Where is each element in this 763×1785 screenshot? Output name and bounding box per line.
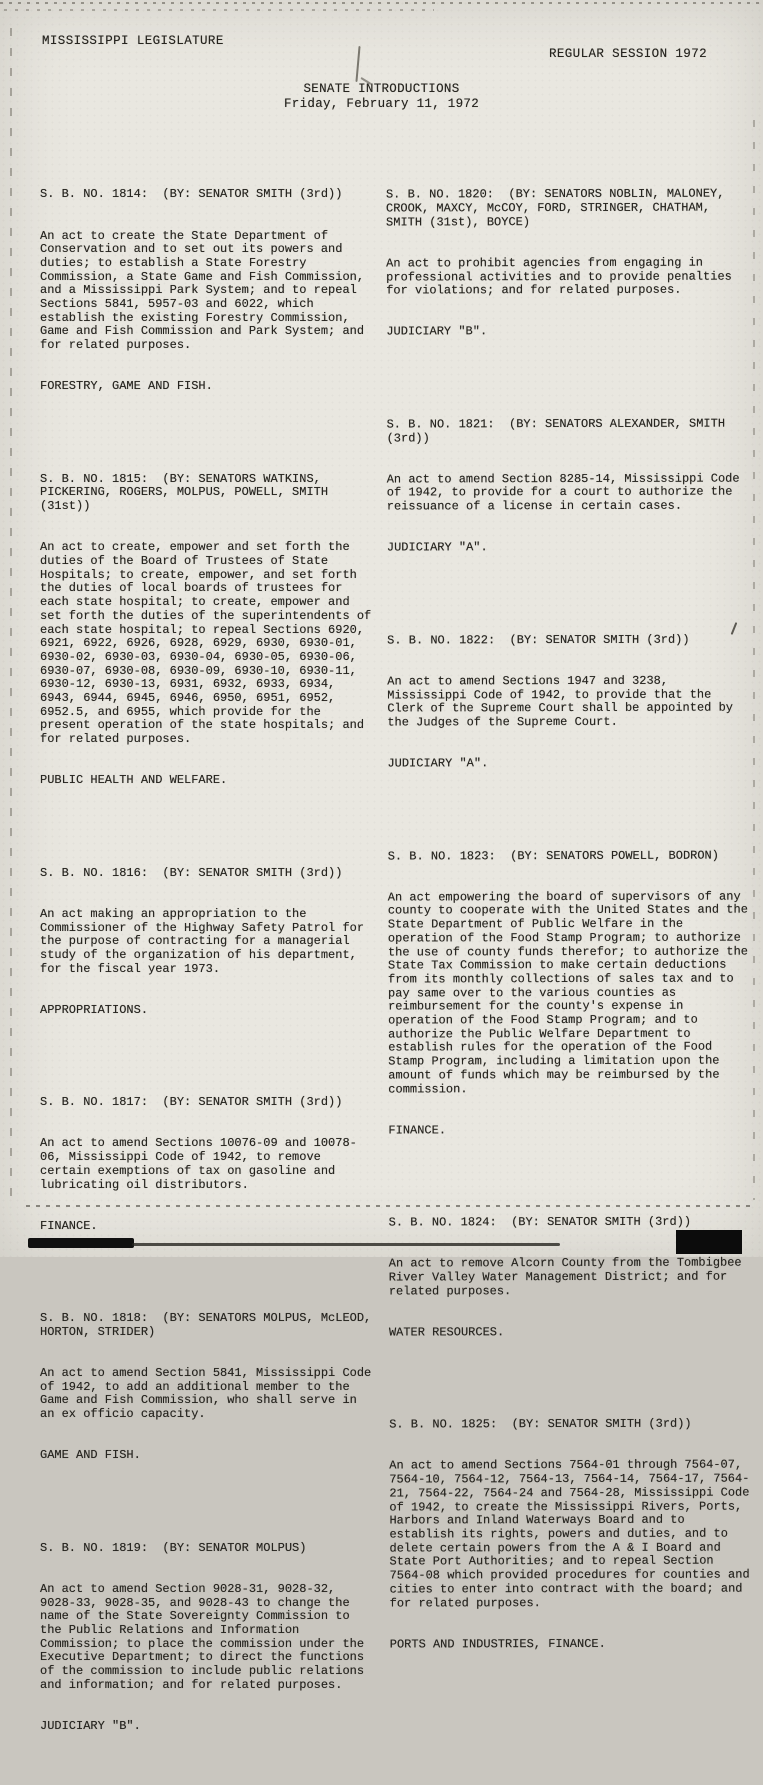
bill-body: An act to amend Section 9028-31, 9028-32, 9028-33, 9028-35, and 9028-43 to change the name of the State Sovereignty Commission to the Public Relations and Information Commission; to place the commission under the Executive Department; to direct the functions of the commission to include public relations and information; and for related purposes. [40,1581,372,1692]
bill-heading: S. B. NO. 1823: (BY: SENATORS POWELL, BODRON) [387,848,719,864]
bill-body: An act to amend Section 5841, Mississippi Code of 1942, to add an additional member to the Game and Fish Commission, who shall serve in an ex officio capacity. [40,1365,379,1422]
bill-entry-1817 [40,1069,372,1261]
bill-heading: S. B. NO. 1817: (BY: SENATOR SMITH (3rd)) [40,1095,343,1110]
bill-entry-1818 [40,1285,379,1491]
bill-committee: PORTS AND INDUSTRIES, FINANCE. [389,1636,606,1652]
bill-entry-1820 [386,161,748,367]
bill-entry-1816 [40,839,372,1045]
bill-entry-1819 [40,1514,372,1761]
session-label: REGULAR SESSION 1972 [548,47,707,61]
bill-entry-1821 [386,390,748,583]
page-title: SENATE INTRODUCTIONS [303,82,460,96]
bill-committee: APPROPRIATIONS. [40,1002,149,1017]
scan-top-edge-dots-secondary [4,9,434,11]
bill-heading: S. B. NO. 1820: (BY: SENATORS NOBLIN, MALONEY, CROOK, MAXCY, McCOY, FORD, STRINGER, CHATHAM, SMITH (31st), BOYCE) [385,186,732,230]
bill-body: An act to create, empower and set forth the duties of the Board of Trustees of State Hospitals; to create, empower, and set forth the duties of local boards of trustees for each state hospital; to create, empower and set forth the duties of the superintendents of each state hospital; to repeal Sections 6920, 6921, 6922, 6926, 6928, 6929, 6930, 6930-01, 6930-02, 6930-03, 6930-04, 6930-05, 6930-06, 6930-07, 6930-08, 6930-09, 6930-10, 6930-11, 6930-12, 6930-13, 6931, 6932, 6933, 6934, 6943, 6944, 6945, 6946, 6950, 6951, 6952, 6952.5, and 6955, which provide for the present operation of the state hospitals; and for related purposes. [40,540,379,747]
bill-entry-1825 [389,1390,757,1679]
bill-committee: PUBLIC HEALTH AND WELFARE. [40,773,228,788]
scan-left-margin-dashes [10,28,12,1198]
bill-committee: JUDICIARY "B". [386,324,488,339]
bill-entry-1823 [387,822,756,1166]
bill-heading: S. B. NO. 1821: (BY: SENATORS ALEXANDER, SMITH (3rd)) [386,416,733,446]
left-column [40,161,379,1785]
bill-committee: JUDICIARY "A". [386,540,488,555]
bill-committee: GAME AND FISH. [40,1448,141,1463]
bill-heading: S. B. NO. 1815: (BY: SENATORS WATKINS, PICKERING, ROGERS, MOLPUS, POWELL, SMITH (31st)) [40,471,336,514]
bill-columns [0,161,763,1785]
bill-entry-1815 [40,445,379,815]
bill-committee: JUDICIARY "B". [40,1718,141,1733]
bill-committee: FINANCE. [388,1123,447,1138]
bill-body: An act to amend Sections 7564-01 through 7564-07, 7564-10, 7564-12, 7564-13, 7564-14, 7564-17, 7564-21, 7564-22, 7564-24 and 7564-28, Mississippi Code of 1942, to create the Mississippi Rivers, Ports, Harbors and Inland Waterways Board and to establish its rights, powers and duties, and to delete certain powers from the A & I Board and State Port Authorities; and to repeal Section 7564-08 which provided procedures for counties and cities to enter into contract with the board; and for related purposes. [389,1457,757,1610]
bill-heading: S. B. NO. 1824: (BY: SENATOR SMITH (3rd)) [388,1214,692,1230]
bill-body: An act to amend Section 8285-14, Mississippi Code of 1942, to provide for a court to authorize the reissuance of a license in certain cases. [386,471,747,514]
bill-committee: JUDICIARY "A". [387,756,489,771]
bill-body: An act making an appropriation to the Commissioner of the Highway Safety Patrol for the purpose of contracting for a managerial study of the organization of his department, for the fiscal year 1973. [40,906,372,976]
bill-committee: WATER RESOURCES. [388,1325,505,1340]
bill-heading: S. B. NO. 1825: (BY: SENATOR SMITH (3rd)) [389,1417,692,1432]
bill-entry-1814 [40,161,372,421]
bill-entry-1822 [387,606,749,799]
bill-committee: FINANCE. [40,1218,98,1233]
bill-body: An act to amend Sections 1947 and 3238, Mississippi Code of 1942, to provide that the Clerk of the Supreme Court shall be appointed by the Judges of the Supreme Court. [387,673,741,730]
right-column [385,161,757,1785]
bill-committee: FORESTRY, GAME AND FISH. [40,379,213,394]
bill-body: An act to prohibit agencies from engaging in professional activities and to provide penalties for violations; and for related purposes. [386,255,740,298]
masthead [0,0,763,61]
legislature-title: MISSISSIPPI LEGISLATURE [42,34,224,48]
bill-heading: S. B. NO. 1816: (BY: SENATOR SMITH (3rd)) [40,865,343,880]
scan-crease-mark [355,46,360,82]
bill-body: An act to remove Alcorn County from the Tombigbee River Valley Water Management District; and for related purposes. [388,1255,749,1299]
bill-body: An act to create the State Department of Conservation and to set out its powers and duties; to establish a State Forestry Commission, a State Game and Fish Commission, and a Mississippi Park System; and to repeal Sections 5841, 5957-03 and 6022, which establish the existing Forestry Commission, Game and Fish Commission and Park System; and for related purposes. [40,228,372,353]
title-block [0,82,763,111]
bill-heading: S. B. NO. 1814: (BY: SENATOR SMITH (3rd)) [40,187,343,202]
bill-entry-1824 [389,1188,750,1367]
scan-right-margin-dashes [753,120,755,1200]
bill-heading: S. B. NO. 1818: (BY: SENATORS MOLPUS, McLEOD, HORTON, STRIDER) [40,1311,379,1339]
bill-body: An act empowering the board of supervisors of any county to cooperate with the United States and the State Department of Public Welfare in the operation of the Food Stamp Program; to authorize the use of county funds therefor; to authorize the State Tax Commission to make certain deductions from its monthly collections of sales tax and to pay same over to the various counties as reimbursement for the county's expense in operation of the Food Stamp Program; and to authorize the Public Welfare Department to establish rules for the operation of the Food Stamp Program, including a limitation upon the amount of funds which may be reimbursed by the commission. [387,889,756,1097]
page-subtitle: Friday, February 11, 1972 [283,96,480,111]
bill-heading: S. B. NO. 1819: (BY: SENATOR MOLPUS) [40,1540,307,1555]
scan-top-edge-dots [0,2,763,4]
bill-heading: S. B. NO. 1822: (BY: SENATOR SMITH (3rd)) [387,632,690,648]
bill-body: An act to amend Sections 10076-09 and 10078-06, Mississippi Code of 1942, to remove certain exemptions of tax on gasoline and lubricating oil distributors. [40,1136,357,1192]
scan-bottom-black-bar [28,1238,134,1248]
